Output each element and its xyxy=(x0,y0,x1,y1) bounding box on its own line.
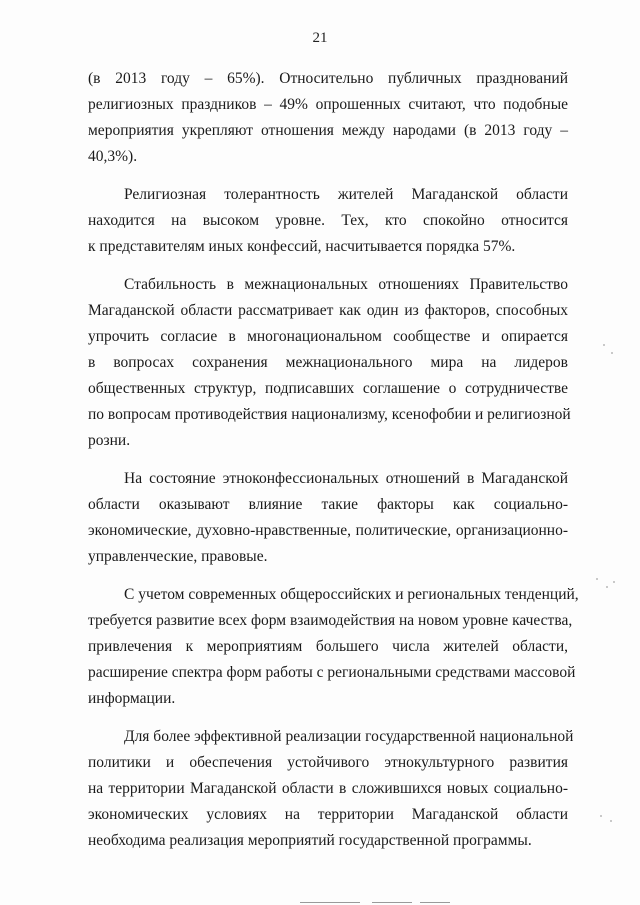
paragraph-2 xyxy=(88,182,568,260)
text-line: религиозных праздников – 49% опрошенных считают, что подобные xyxy=(88,96,568,113)
text-line: области оказывают влияние такие факторы как социально- xyxy=(88,496,568,513)
paragraph-1 xyxy=(88,66,568,170)
text-line: Для более эффективной реализации государственной национальной xyxy=(124,728,574,745)
text-line: С учетом современных общероссийских и региональных тенденций, xyxy=(124,586,579,603)
text-line: требуется развитие всех форм взаимодействия на новом уровне качества, xyxy=(88,612,573,629)
scan-speck xyxy=(610,820,612,822)
text-line: необходима реализация мероприятий государственной программы. xyxy=(88,832,532,849)
page-number: 21 xyxy=(312,30,328,46)
scan-edge-mark xyxy=(372,902,412,903)
text-line: Стабильность в межнациональных отношениях Правительство xyxy=(124,276,568,293)
text-line: информации. xyxy=(88,690,176,707)
text-line: общественных структур, подписавших соглашение о сотрудничестве xyxy=(88,380,568,397)
paragraph-5 xyxy=(88,582,579,712)
text-line: Магаданской области рассматривает как один из факторов, способных xyxy=(88,302,568,319)
scan-speck xyxy=(596,578,598,580)
scan-speck xyxy=(611,352,613,354)
scan-speck xyxy=(603,344,605,346)
text-line: На состояние этноконфессиональных отношений в Магаданской xyxy=(124,470,568,487)
text-line: на территории Магаданской области в сложившихся новых социально- xyxy=(88,780,568,797)
text-line: привлечения к мероприятиям большего числа жителей области, xyxy=(88,638,568,655)
text-line: розни. xyxy=(88,432,131,449)
text-line: экономических условиях на территории Магаданской области xyxy=(88,806,568,823)
text-line: мероприятия укрепляют отношения между народами (в 2013 году – xyxy=(88,122,568,139)
text-line: 40,3%). xyxy=(88,148,138,165)
scan-edge-mark xyxy=(300,902,360,903)
text-line: упрочить согласие в многонациональном сообществе и опирается xyxy=(88,328,568,345)
text-line: экономические, духовно-нравственные, политические, организационно- xyxy=(88,522,568,539)
text-line: в вопросах сохранения межнационального мира на лидеров xyxy=(88,354,568,371)
scan-speck xyxy=(600,815,602,817)
text-line: (в 2013 году – 65%). Относительно публичных празднований xyxy=(88,70,568,87)
text-line: политики и обеспечения устойчивого этнокультурного развития xyxy=(88,754,568,771)
paragraph-4 xyxy=(88,466,568,570)
scan-speck xyxy=(613,581,615,583)
scan-speck xyxy=(606,586,608,588)
paragraph-6 xyxy=(88,724,574,854)
text-line: управленческие, правовые. xyxy=(88,548,268,565)
scan-edge-mark xyxy=(420,902,450,903)
paragraph-3 xyxy=(88,272,571,454)
text-line: к представителям иных конфессий, насчитывается порядка 57%. xyxy=(88,238,516,255)
text-line: находится на высоком уровне. Тех, кто спокойно относится xyxy=(88,212,568,229)
body-text xyxy=(88,66,579,866)
text-line: расширение спектра форм работы с региональными средствами массовой xyxy=(88,664,576,681)
text-line: Религиозная толерантность жителей Магаданской области xyxy=(124,186,568,203)
text-line: по вопросам противодействия национализму, ксенофобии и религиозной xyxy=(88,406,571,423)
